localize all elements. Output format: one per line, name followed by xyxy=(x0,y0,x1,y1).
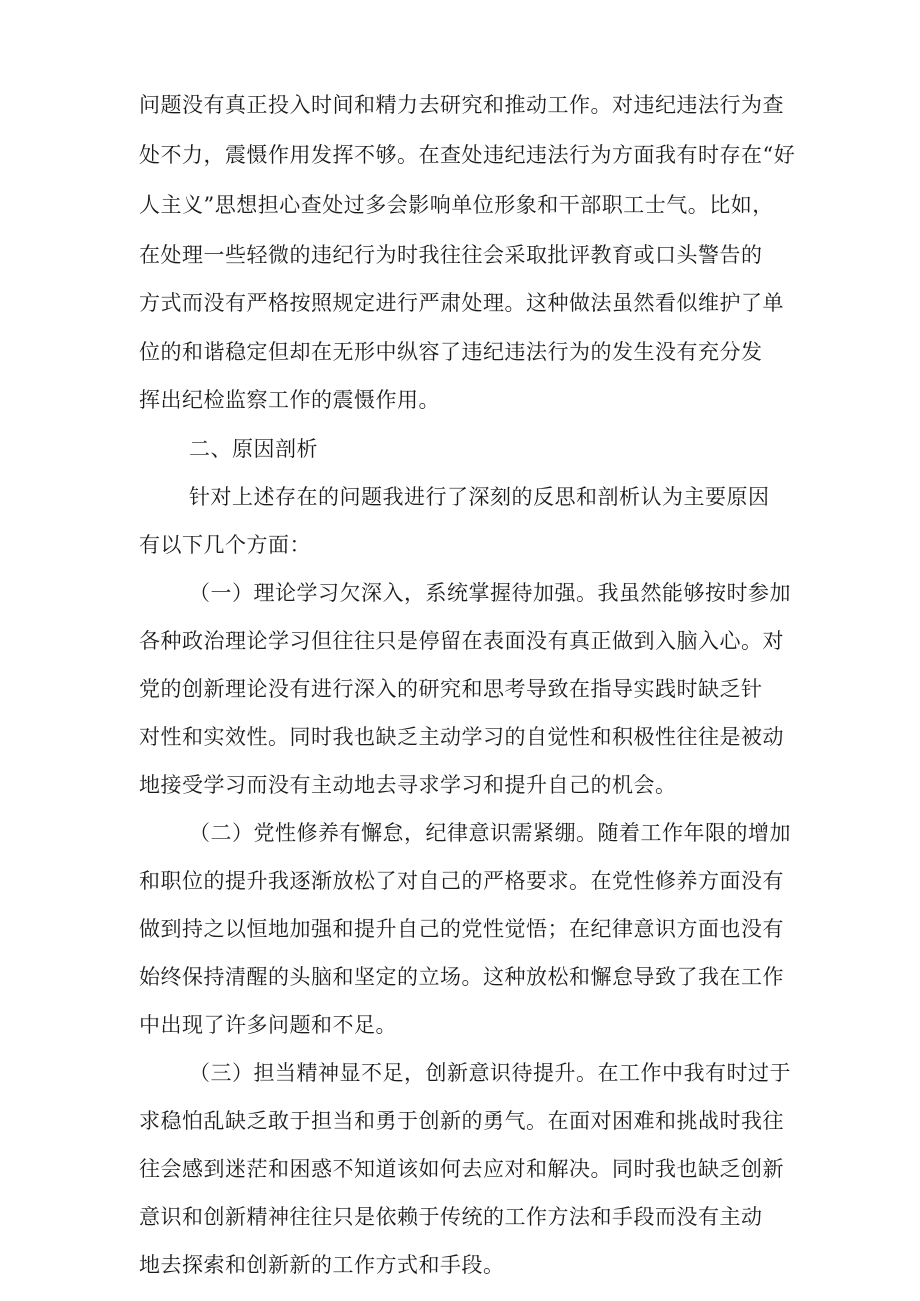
body-text-line: 始终保持清醒的头脑和坚定的立场。这种放松和懈怠导致了我在工作 xyxy=(139,965,784,989)
body-text-line: 在处理一些轻微的违纪行为时我往往会采取批评教育或口头警告的 xyxy=(139,243,763,267)
paragraph-first-line: 针对上述存在的问题我进行了深刻的反思和剖析认为主要原因 xyxy=(189,485,770,509)
body-text-line: 中出现了许多问题和不足。 xyxy=(139,1013,397,1037)
body-text-line: 意识和创新精神往往只是依赖于传统的工作方法和手段而没有主动 xyxy=(139,1205,763,1229)
body-text-line: 方式而没有严格按照规定进行严肃处理。这种做法虽然看似维护了单 xyxy=(139,291,784,315)
body-text-line: 地去探索和创新新的工作方式和手段。 xyxy=(139,1253,505,1277)
body-text-line: 位的和谐稳定但却在无形中纵容了违纪违法行为的发生没有充分发 xyxy=(139,340,763,364)
paragraph-first-line: （一）理论学习欠深入，系统掌握待加强。我虽然能够按时参加 xyxy=(189,581,791,605)
body-text-line: 地接受学习而没有主动地去寻求学习和提升自己的机会。 xyxy=(139,773,677,797)
body-text-line: 问题没有真正投入时间和精力去研究和推动工作。对违纪违法行为查 xyxy=(139,93,784,117)
body-text-line: 和职位的提升我逐渐放松了对自己的严格要求。在党性修养方面没有 xyxy=(139,869,784,893)
body-text-line: 做到持之以恒地加强和提升自己的党性觉悟；在纪律意识方面也没有 xyxy=(139,917,784,941)
body-text-line: 人主义”思想担心查处过多会影响单位形象和干部职工士气。比如， xyxy=(139,193,774,217)
body-text-line: 对性和实效性。同时我也缺乏主动学习的自觉性和积极性往往是被动 xyxy=(139,725,784,749)
body-text-line: 处不力，震慑作用发挥不够。在查处违纪违法行为方面我有时存在“好 xyxy=(139,143,796,167)
body-text-line: 有以下几个方面： xyxy=(139,533,311,557)
body-text-line: 往会感到迷茫和困惑不知道该如何去应对和解决。同时我也缺乏创新 xyxy=(139,1157,784,1181)
paragraph-first-line: （三）担当精神显不足，创新意识待提升。在工作中我有时过于 xyxy=(189,1061,791,1085)
body-text-line: 求稳怕乱缺乏敢于担当和勇于创新的勇气。在面对困难和挑战时我往 xyxy=(139,1109,784,1133)
body-text-line: 挥出纪检监察工作的震慑作用。 xyxy=(139,388,440,412)
body-text-line: 党的创新理论没有进行深入的研究和思考导致在指导实践时缺乏针 xyxy=(139,677,763,701)
section-heading: 二、原因剖析 xyxy=(189,437,318,461)
body-text-line: 各种政治理论学习但往往只是停留在表面没有真正做到入脑入心。对 xyxy=(139,629,784,653)
paragraph-first-line: （二）党性修养有懈怠，纪律意识需紧绷。随着工作年限的增加 xyxy=(189,821,791,845)
